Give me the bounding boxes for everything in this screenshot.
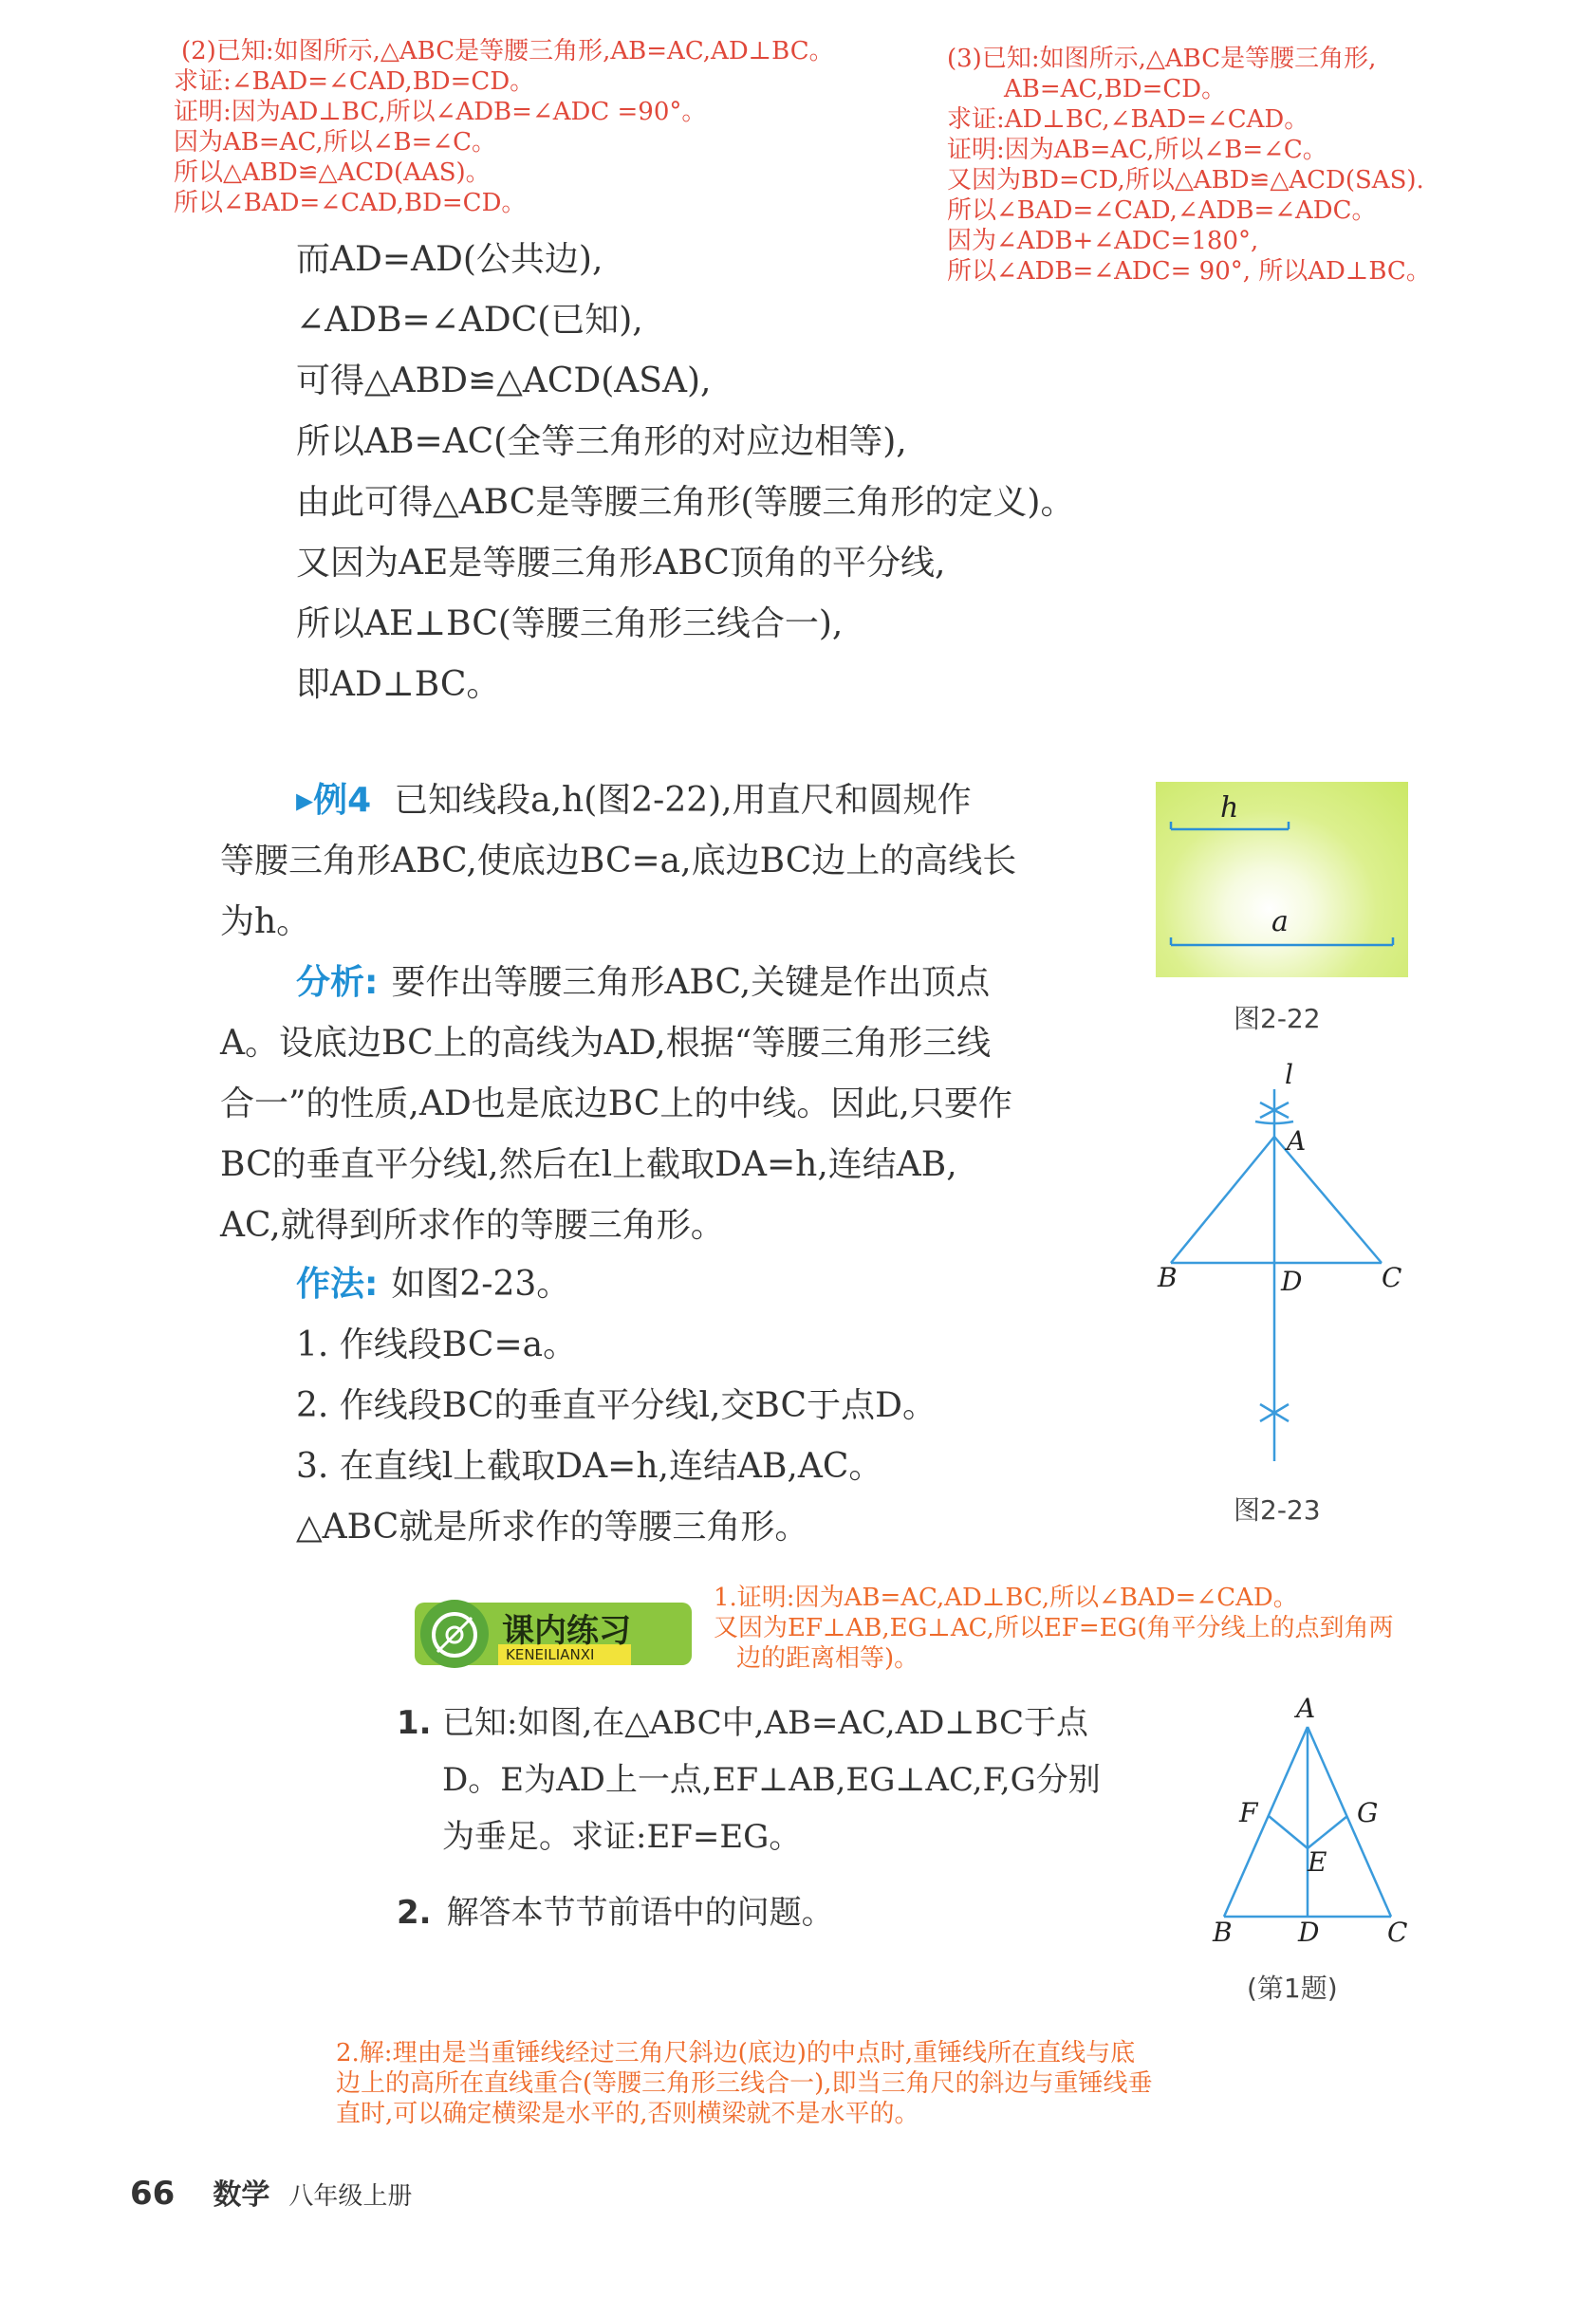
note-line: (2)已知:如图所示,△ABC是等腰三角形,AB=AC,AD⊥BC。 [181, 37, 834, 65]
figure-2-22-caption: 图2-22 [1234, 1003, 1321, 1034]
example-4-line: 为h。 [220, 902, 311, 941]
practice-badge [415, 1599, 692, 1669]
proof-line: 可得△ABD≌△ACD(ASA), [296, 361, 712, 400]
exercise-1 [397, 1695, 1184, 1865]
method-conclusion: △ABC就是所求作的等腰三角形。 [296, 1508, 809, 1547]
ex-label-C: C [1387, 1917, 1408, 1948]
note-line: 又因为BD=CD,所以△ABD≌△ACD(SAS). [947, 166, 1424, 195]
page-footer [130, 2171, 412, 2213]
label-C: C [1382, 1262, 1402, 1293]
ex-label-A: A [1296, 1693, 1316, 1724]
example-4 [220, 770, 1122, 953]
proof-line: ∠ADB=∠ADC(已知), [296, 301, 643, 340]
proof-line: 所以AB=AC(全等三角形的对应边相等), [296, 422, 907, 461]
note-line: 求证:∠BAD=∠CAD,BD=CD。 [174, 67, 535, 96]
note-line: 证明:因为AB=AC,所以∠B=∠C。 [947, 136, 1327, 164]
ex-label-B: B [1213, 1917, 1233, 1948]
exercise-1-line: 已知:如图,在△ABC中,AB=AC,AD⊥BC于点 [442, 1704, 1089, 1742]
method-step: 3. 在直线l上截取DA=h,连结AB,AC。 [296, 1447, 883, 1486]
ex-label-G: G [1357, 1797, 1379, 1828]
practice-subtitle: KENEILIANXI [506, 1646, 595, 1663]
exercise-1-line: D。E为AD上一点,EF⊥AB,EG⊥AC,F,G分别 [442, 1761, 1101, 1799]
exercise-1-caption: (第1题) [1247, 1973, 1338, 2004]
exercise-2-number: 2. [397, 1894, 432, 1932]
note-line: (3)已知:如图所示,△ABC是等腰三角形, [947, 45, 1377, 73]
figure-2-23 [1148, 1059, 1433, 1480]
method-step: 2. 作线段BC的垂直平分线l,交BC于点D。 [296, 1386, 937, 1425]
note-exercise-2 [336, 2038, 1153, 2129]
analysis-label: 分析: [296, 963, 379, 1002]
exercise-1-number: 1. [397, 1704, 432, 1742]
footer-grade: 八年级上册 [288, 2182, 413, 2211]
practice-title: 课内练习 [502, 1612, 631, 1650]
analysis-line: AC,就得到所求作的等腰三角形。 [220, 1206, 725, 1245]
method-intro: 如图2-23。 [391, 1265, 571, 1304]
example-4-text: 已知线段a,h(图2-22),用直尺和圆规作 [394, 781, 972, 820]
ex-label-E: E [1308, 1846, 1327, 1878]
method-block [296, 1254, 937, 1558]
method-label: 作法: [296, 1265, 379, 1304]
exercise-2-text: 解答本节节前语中的问题。 [446, 1894, 834, 1932]
proof-line: 又因为AE是等腰三角形ABC顶角的平分线, [296, 544, 946, 583]
label-A: A [1287, 1125, 1307, 1157]
analysis-line: A。设底边BC上的高线为AD,根据“等腰三角形三线 [220, 1024, 992, 1063]
figure-2-23-caption: 图2-23 [1234, 1494, 1321, 1526]
analysis-line: BC的垂直平分线l,然后在l上截取DA=h,连结AB, [220, 1145, 957, 1184]
label-D: D [1281, 1266, 1303, 1297]
proof-line: 所以AE⊥BC(等腰三角形三线合一), [296, 604, 844, 643]
segment-h-label: h [1220, 791, 1239, 825]
protractor-icon [426, 1606, 483, 1663]
note-line: 求证:AD⊥BC,∠BAD=∠CAD。 [947, 105, 1309, 134]
exercise-1-line: 为垂足。求证:EF=EG。 [442, 1818, 802, 1856]
exercise-1-figure [1205, 1693, 1433, 1948]
proof-block [296, 230, 1074, 715]
analysis-text: 要作出等腰三角形ABC,关键是作出顶点 [391, 963, 991, 1002]
analysis-block [220, 953, 1122, 1256]
figure-2-22 [1156, 782, 1408, 977]
analysis-line1 [220, 953, 1122, 1013]
footer-subject: 数学 [213, 2178, 270, 2212]
note-line: 所以△ABD≌△ACD(AAS)。 [174, 158, 491, 187]
note-line: AB=AC,BD=CD。 [1004, 75, 1227, 103]
note-line: 2.解:理由是当重锤线经过三角尺斜边(底边)的中点时,重锤线所在直线与底 [336, 2039, 1136, 2067]
ex-label-D: D [1298, 1917, 1320, 1948]
note-line: 所以∠BAD=∠CAD,BD=CD。 [174, 189, 527, 217]
exercise-2 [397, 1884, 834, 1941]
note-top-left [174, 36, 834, 218]
example-4-label: ▸例4 [296, 781, 372, 820]
note-line: 所以∠BAD=∠CAD,∠ADB=∠ADC。 [947, 196, 1377, 225]
note-line: 又因为EF⊥AB,EG⊥AC,所以EF=EG(角平分线上的点到角两 [714, 1614, 1394, 1642]
note-line: 因为AB=AC,所以∠B=∠C。 [174, 128, 497, 157]
label-l: l [1285, 1059, 1293, 1090]
analysis-line: 合一”的性质,AD也是底边BC上的中线。因此,只要作 [220, 1084, 1012, 1123]
example-4-line1 [220, 770, 1122, 831]
note-line: 所以∠ADB=∠ADC= 90°, 所以AD⊥BC。 [947, 257, 1431, 286]
example-4-line: 等腰三角形ABC,使底边BC=a,底边BC边上的高线长 [220, 842, 1017, 880]
method-line1 [296, 1254, 937, 1315]
segment-a-label: a [1271, 905, 1289, 938]
label-B: B [1158, 1262, 1178, 1293]
note-line: 边上的高所在直线重合(等腰三角形三线合一),即当三角尺的斜边与重锤线垂 [336, 2069, 1153, 2098]
page-number: 66 [130, 2175, 176, 2213]
note-line: 证明:因为AD⊥BC,所以∠ADB=∠ADC =90°。 [174, 98, 707, 126]
note-exercise-1 [714, 1583, 1394, 1674]
ex-label-F: F [1239, 1797, 1258, 1828]
note-line: 边的距离相等)。 [736, 1644, 919, 1673]
proof-line: 即AD⊥BC。 [296, 665, 501, 704]
note-line: 直时,可以确定横梁是水平的,否则横梁就不是水平的。 [336, 2100, 919, 2128]
note-line: 因为∠ADB+∠ADC=180°, [947, 227, 1259, 255]
proof-line: 而AD=AD(公共边), [296, 240, 603, 279]
note-line: 1.证明:因为AB=AC,AD⊥BC,所以∠BAD=∠CAD。 [714, 1584, 1298, 1612]
proof-line: 由此可得△ABC是等腰三角形(等腰三角形的定义)。 [296, 483, 1075, 522]
method-step: 1. 作线段BC=a。 [296, 1325, 578, 1364]
segments-diagram [1156, 782, 1408, 977]
